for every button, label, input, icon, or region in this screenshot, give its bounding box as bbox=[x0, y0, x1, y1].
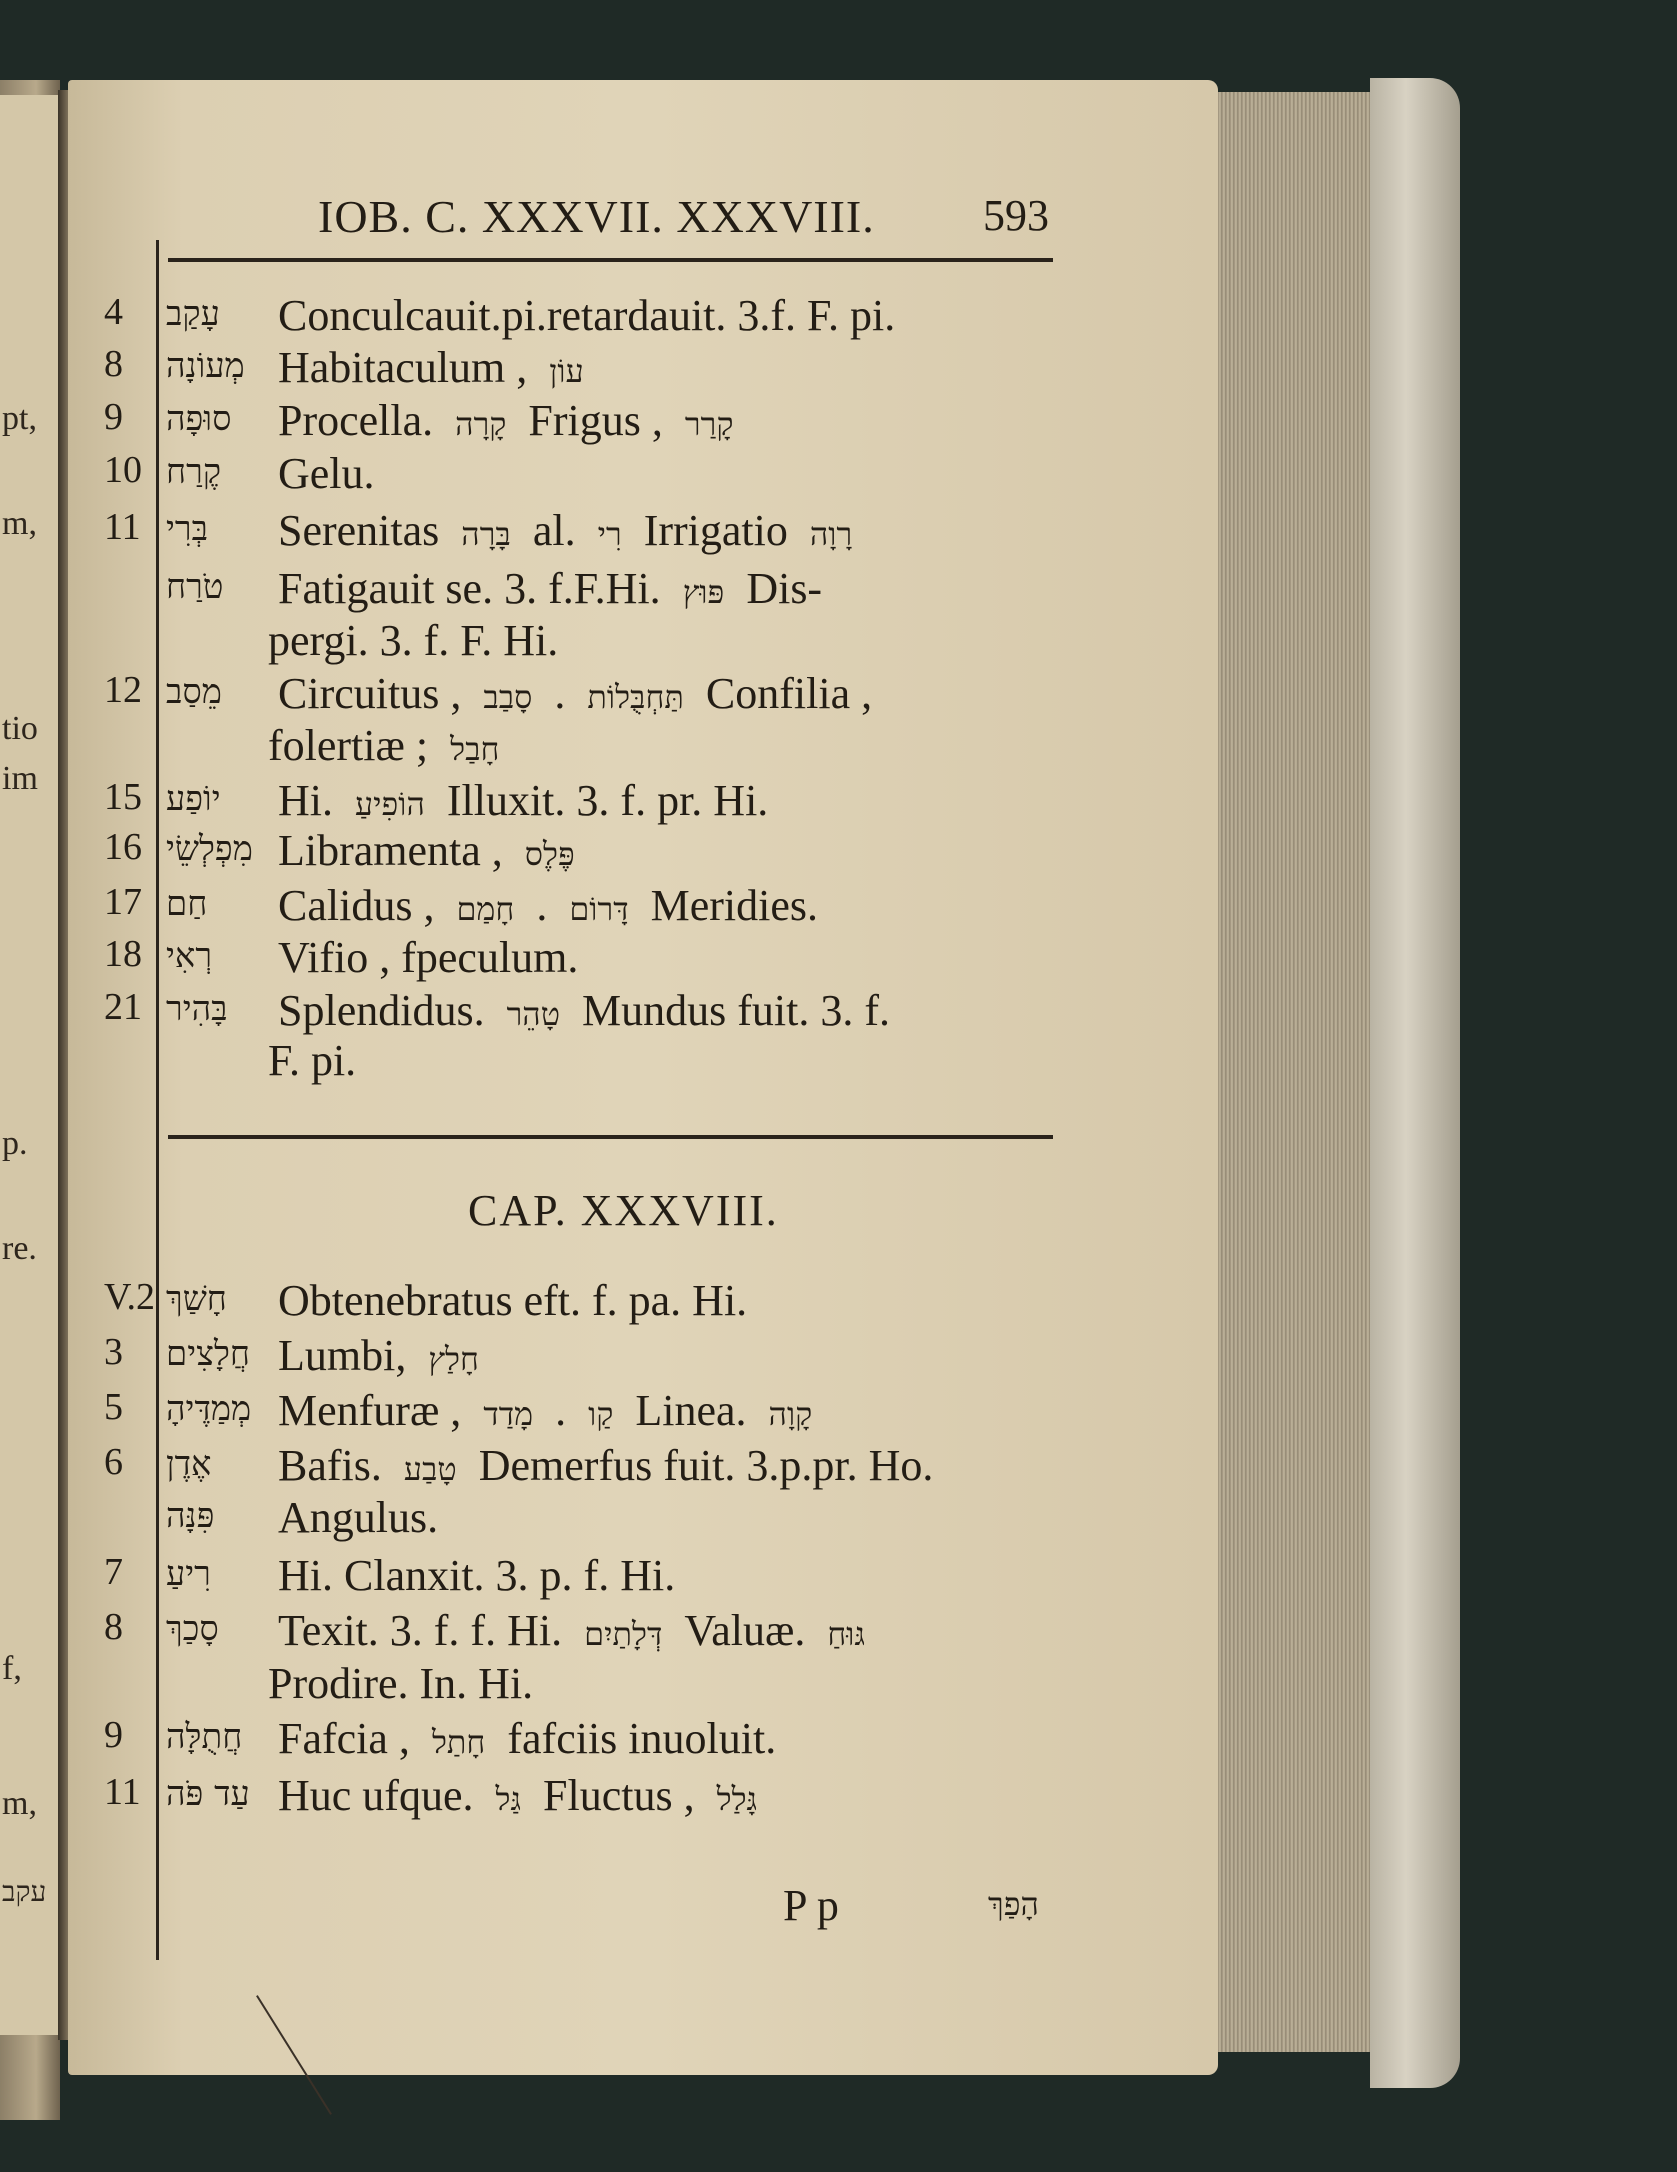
hebrew-root: מָדַד bbox=[483, 1395, 534, 1433]
latin-gloss: Linea. bbox=[635, 1386, 747, 1435]
left-page-fragment: im bbox=[2, 760, 38, 797]
gloss-line bbox=[278, 880, 818, 931]
hebrew-root: טָהֵר bbox=[506, 995, 561, 1033]
gloss-line bbox=[278, 342, 584, 393]
gloss-line bbox=[268, 1658, 533, 1709]
hebrew-headword: חֲתֻלָּה bbox=[166, 1717, 243, 1757]
verse-number: 16 bbox=[104, 826, 142, 868]
verse-number: 21 bbox=[104, 986, 142, 1028]
hebrew-root: קַו bbox=[588, 1395, 614, 1433]
latin-gloss: Menfuræ , bbox=[278, 1386, 462, 1435]
gloss-line bbox=[268, 720, 499, 771]
gloss-line bbox=[278, 1275, 747, 1326]
chapter-rule bbox=[168, 1135, 1053, 1139]
header-rule bbox=[168, 258, 1053, 262]
gloss-line bbox=[278, 1440, 933, 1491]
hebrew-headword: מֵסַב bbox=[166, 672, 222, 712]
verse-number: 10 bbox=[104, 449, 142, 491]
hebrew-headword: רְאִי bbox=[166, 936, 213, 976]
verse-number: 3 bbox=[104, 1331, 123, 1373]
hebrew-root: פּוּץ bbox=[682, 573, 725, 611]
gloss-line bbox=[278, 1385, 812, 1436]
latin-gloss: Conculcauit.pi.retardauit. 3.f. F. pi. bbox=[278, 291, 896, 340]
binding-board bbox=[1370, 78, 1460, 2088]
latin-gloss: . bbox=[555, 1386, 567, 1435]
gloss-line bbox=[278, 1770, 757, 1821]
latin-gloss: Hi. bbox=[278, 776, 333, 825]
gloss-line bbox=[278, 775, 768, 826]
catchword: הָפַךְ bbox=[988, 1885, 1039, 1923]
latin-gloss: . bbox=[554, 669, 566, 718]
gloss-line bbox=[278, 563, 822, 614]
hebrew-root: טָבַע bbox=[403, 1450, 457, 1488]
verse-number: 8 bbox=[104, 1606, 123, 1648]
verse-number: 8 bbox=[104, 343, 123, 385]
latin-gloss: Huc ufque. bbox=[278, 1771, 474, 1820]
hebrew-root: בָּרָה bbox=[461, 515, 511, 553]
hebrew-root: קָוָה bbox=[768, 1395, 813, 1433]
hebrew-root: חָבַל bbox=[450, 730, 500, 768]
verse-number: 6 bbox=[104, 1441, 123, 1483]
hebrew-headword: טֹרַח bbox=[166, 567, 224, 607]
latin-gloss: Circuitus , bbox=[278, 669, 462, 718]
left-page-fragment: m, bbox=[2, 505, 37, 542]
hebrew-root: חָמַם bbox=[456, 890, 515, 928]
latin-gloss: Illuxit. 3. f. pr. Hi. bbox=[446, 776, 769, 825]
verse-number: 9 bbox=[104, 396, 123, 438]
left-page-fragment: עקב bbox=[2, 1875, 47, 1908]
latin-gloss: Obtenebratus eft. f. pa. Hi. bbox=[278, 1276, 748, 1325]
hebrew-root: דָּרוֹם bbox=[569, 890, 629, 928]
verse-number: 7 bbox=[104, 1551, 123, 1593]
gloss-line bbox=[278, 1550, 675, 1601]
hebrew-root: פֶּלֶס bbox=[524, 835, 575, 873]
latin-gloss: Habitaculum , bbox=[278, 343, 528, 392]
gloss-line bbox=[278, 668, 872, 719]
pen-stroke bbox=[256, 1995, 332, 2115]
gloss-line bbox=[268, 615, 558, 666]
latin-gloss: Valuæ. bbox=[684, 1606, 806, 1655]
latin-gloss: . bbox=[536, 881, 548, 930]
gloss-line bbox=[268, 1035, 356, 1086]
hebrew-headword: מִפְלְשֵׂי bbox=[166, 829, 253, 869]
latin-gloss: Prodire. In. Hi. bbox=[268, 1659, 534, 1708]
left-page-fragment: f, bbox=[2, 1650, 22, 1687]
latin-gloss: Serenitas bbox=[278, 506, 440, 555]
hebrew-root: עוֹן bbox=[549, 352, 584, 390]
gloss-line bbox=[278, 932, 578, 983]
hebrew-root: רִי bbox=[597, 515, 622, 553]
latin-gloss: Hi. Clanxit. 3. p. f. Hi. bbox=[278, 1551, 676, 1600]
left-page-fragment: pt, bbox=[2, 400, 37, 437]
verse-number: 12 bbox=[104, 669, 142, 711]
hebrew-headword: סָכַךְ bbox=[166, 1609, 219, 1649]
latin-gloss: Confilia , bbox=[705, 669, 873, 718]
verse-number: 15 bbox=[104, 776, 142, 818]
gloss-line bbox=[278, 985, 890, 1036]
hebrew-root: סָבַב bbox=[483, 678, 533, 716]
verse-number: 9 bbox=[104, 1714, 123, 1756]
hebrew-headword: רִיעַ bbox=[166, 1554, 211, 1594]
hebrew-root: קָרַר bbox=[684, 405, 734, 443]
verse-number: 11 bbox=[104, 506, 141, 548]
latin-gloss: Frigus , bbox=[528, 396, 663, 445]
page-number: 593 bbox=[983, 191, 1049, 240]
gloss-line bbox=[278, 395, 733, 446]
left-page-fragment: m, bbox=[2, 1785, 37, 1822]
hebrew-root: רָוָה bbox=[809, 515, 853, 553]
hebrew-root: דְּלָתַיִם bbox=[584, 1615, 663, 1653]
left-page bbox=[0, 95, 60, 2035]
gloss-line bbox=[278, 290, 895, 341]
hebrew-headword: חַם bbox=[166, 884, 208, 924]
verse-number: 5 bbox=[104, 1386, 123, 1428]
hebrew-root: גָּלַל bbox=[716, 1780, 758, 1818]
latin-gloss: Bafis. bbox=[278, 1441, 382, 1490]
hebrew-headword: פִּנָּה bbox=[166, 1496, 215, 1536]
hebrew-headword: קֶרַח bbox=[166, 452, 222, 492]
hebrew-root: גּוּחַ bbox=[827, 1615, 866, 1653]
hebrew-root: חָתַל bbox=[431, 1723, 486, 1761]
latin-gloss: Calidus , bbox=[278, 881, 435, 930]
hebrew-headword: חָשַׁךְ bbox=[166, 1279, 227, 1319]
hebrew-root: תַּחְבֻּלוֹת bbox=[587, 678, 684, 716]
gloss-line bbox=[278, 1492, 438, 1543]
latin-gloss: Vifio , fpeculum. bbox=[278, 933, 579, 982]
running-head: IOB. C. XXXVII. XXXVIII. bbox=[318, 191, 875, 242]
latin-gloss: Fafcia , bbox=[278, 1714, 410, 1763]
verse-number: V.2 bbox=[104, 1276, 156, 1318]
latin-gloss: fafciis inuoluit. bbox=[507, 1714, 777, 1763]
verse-number: 18 bbox=[104, 933, 142, 975]
latin-gloss: Fluctus , bbox=[543, 1771, 695, 1820]
hebrew-headword: אֶדֶן bbox=[166, 1444, 212, 1484]
latin-gloss: Demerfus fuit. 3.p.pr. Ho. bbox=[478, 1441, 934, 1490]
verse-number: 11 bbox=[104, 1771, 141, 1813]
margin-rule bbox=[156, 240, 159, 1960]
gloss-line bbox=[278, 448, 375, 499]
latin-gloss: al. bbox=[532, 506, 576, 555]
hebrew-root: הוֹפִיעַ bbox=[355, 785, 425, 823]
latin-gloss: Splendidus. bbox=[278, 986, 485, 1035]
gloss-line bbox=[278, 1605, 865, 1656]
hebrew-headword: סוּפָה bbox=[166, 399, 232, 439]
latin-gloss: folertiæ ; bbox=[268, 721, 429, 770]
gloss-line bbox=[278, 1330, 479, 1381]
latin-gloss: Angulus. bbox=[278, 1493, 439, 1542]
fore-edge bbox=[1210, 92, 1380, 2052]
hebrew-root: חָלַץ bbox=[428, 1340, 479, 1378]
latin-gloss: Dis- bbox=[746, 564, 823, 613]
latin-gloss: Fatigauit se. 3. f.F.Hi. bbox=[278, 564, 661, 613]
hebrew-headword: מְעוֹנָה bbox=[166, 346, 245, 386]
chapter-title: CAP. XXXVIII. bbox=[468, 1186, 779, 1235]
signature-mark: P p bbox=[783, 1881, 839, 1930]
right-page bbox=[68, 80, 1218, 2075]
verse-number: 4 bbox=[104, 291, 123, 333]
left-page-fragment: tio bbox=[2, 710, 38, 747]
left-page-fragment: p. bbox=[2, 1125, 28, 1162]
latin-gloss: Lumbi, bbox=[278, 1331, 407, 1380]
hebrew-root: קָרָה bbox=[455, 405, 507, 443]
latin-gloss: F. pi. bbox=[268, 1036, 357, 1085]
gloss-line bbox=[278, 505, 852, 556]
left-page-fragment: re. bbox=[2, 1230, 37, 1267]
latin-gloss: Libramenta , bbox=[278, 826, 503, 875]
hebrew-headword: בְּרִי bbox=[166, 509, 209, 549]
hebrew-headword: יוֹפַע bbox=[166, 779, 221, 819]
hebrew-headword: עַד פֹּה bbox=[166, 1774, 250, 1814]
verse-number: 17 bbox=[104, 881, 142, 923]
latin-gloss: Mundus fuit. 3. f. bbox=[582, 986, 891, 1035]
latin-gloss: Procella. bbox=[278, 396, 434, 445]
latin-gloss: Irrigatio bbox=[643, 506, 788, 555]
hebrew-headword: בָּהִיר bbox=[166, 989, 228, 1029]
latin-gloss: Gelu. bbox=[278, 449, 375, 498]
hebrew-headword: חֲלָצִים bbox=[166, 1334, 250, 1374]
hebrew-root: גַּל bbox=[495, 1780, 522, 1818]
gloss-line bbox=[278, 825, 575, 876]
hebrew-headword: עָקַב bbox=[166, 294, 220, 334]
latin-gloss: pergi. 3. f. F. Hi. bbox=[268, 616, 559, 665]
hebrew-headword: מְמַדֶּיהָ bbox=[166, 1389, 252, 1429]
latin-gloss: Texit. 3. f. f. Hi. bbox=[278, 1606, 563, 1655]
gloss-line bbox=[278, 1713, 776, 1764]
latin-gloss: Meridies. bbox=[650, 881, 818, 930]
